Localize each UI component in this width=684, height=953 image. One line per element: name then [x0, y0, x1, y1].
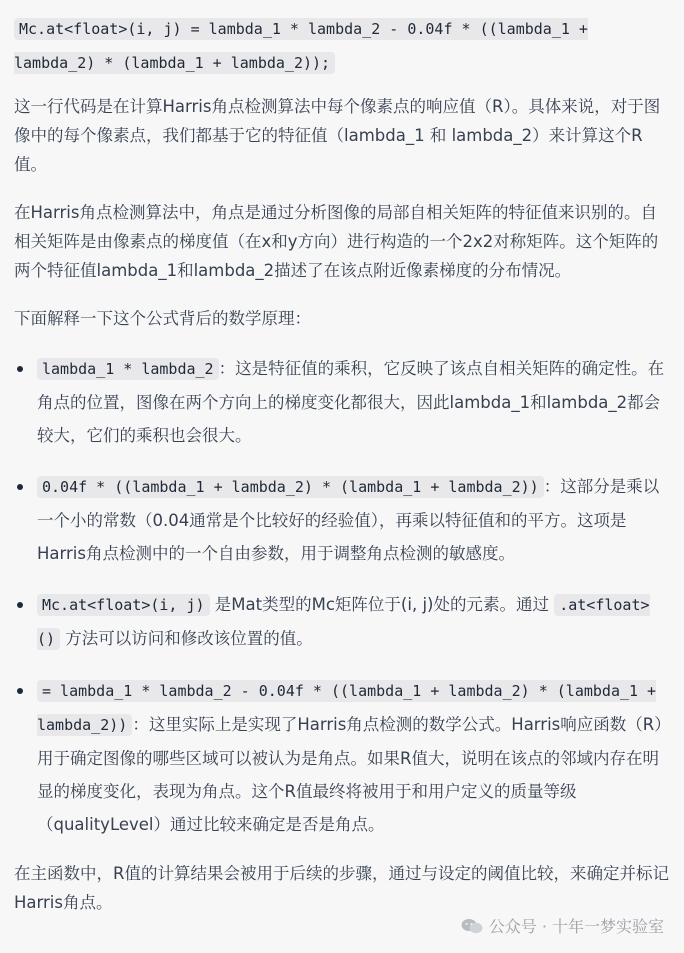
intro-paragraph: 这一行代码是在计算Harris角点检测算法中每个像素点的响应值（R）。具体来说，对于图像中的每个像素点，我们都基于它的特征值（lambda_1 和 lambda_2）来计算这个R值。	[14, 97, 661, 174]
watermark	[461, 914, 664, 937]
code-line-paragraph	[14, 12, 672, 80]
list-item	[14, 352, 672, 452]
inline-code: Mc.at<float>(i, j)	[37, 594, 210, 616]
lead-in-paragraph: 下面解释一下这个公式背后的数学原理：	[14, 309, 311, 328]
list-item-text: 是Mat类型的Mc矩阵位于(i, j)处的元素。通过	[209, 595, 555, 614]
bullet-dot-icon	[17, 484, 23, 490]
inline-code: lambda_1 * lambda_2	[37, 358, 219, 380]
inline-code: = lambda_1 * lambda_2 - 0.04f * ((lambda_1 + lambda_2) * (lambda_1 + lambda_2))	[37, 682, 657, 734]
code-line: Mc.at<float>(i, j) = lambda_1 * lambda_2 - 0.04f * ((lambda_1 + lambda_2) * (lambda_1 + lambda_2));	[14, 20, 588, 72]
bullet-dot-icon	[17, 366, 23, 372]
list-item-text: ：这部分是乘以一个小的常数（0.04通常是个比较好的经验值），再乘以特征值和的平方。这项是Harris角点检测中的一个自由参数，用于调整角点检测的敏感度。	[37, 477, 660, 563]
watermark-text: 公众号 · 十年一梦实验室	[488, 917, 664, 936]
bullet-dot-icon	[17, 602, 23, 608]
bullet-dot-icon	[17, 688, 23, 694]
list-item-text: 方法可以访问和修改该位置的值。	[60, 629, 313, 648]
explanation-paragraph: 在Harris角点检测算法中，角点是通过分析图像的局部自相关矩阵的特征值来识别的。自相关矩阵是由像素点的梯度值（在x和y方向）进行构造的一个2x2对称矩阵。这个矩阵的两个特征值lambda_1和lambda_2描述了在该点附近像素梯度的分布情况。	[14, 203, 659, 280]
closing-paragraph: 在主函数中，R值的计算结果会被用于后续的步骤，通过与设定的阈值比较，来确定并标记Harris角点。	[14, 864, 669, 912]
list-item	[14, 470, 672, 570]
list-item-text: ：这里实际上是实现了Harris角点检测的数学公式。Harris响应函数（R）用于确定图像的哪些区域可以被认为是角点。如果R值大，说明在该点的邻域内存在明显的梯度变化，表现为角点。这个R值最终将被用于和用户定义的质量等级（qualityLevel）通过比较来确定是否是角点。	[37, 715, 671, 834]
list-item-text: ：这是特征值的乘积，它反映了该点自相关矩阵的确定性。在角点的位置，图像在两个方向上的梯度变化都很大，因此lambda_1和lambda_2都会较大，它们的乘积也会很大。	[37, 359, 665, 445]
bullet-list	[14, 352, 672, 841]
wechat-icon	[461, 918, 483, 934]
list-item	[14, 674, 672, 841]
list-item	[14, 588, 672, 656]
inline-code: .at<float>()	[37, 596, 650, 648]
inline-code: 0.04f * ((lambda_1 + lambda_2) * (lambda_1 + lambda_2))	[37, 476, 544, 498]
